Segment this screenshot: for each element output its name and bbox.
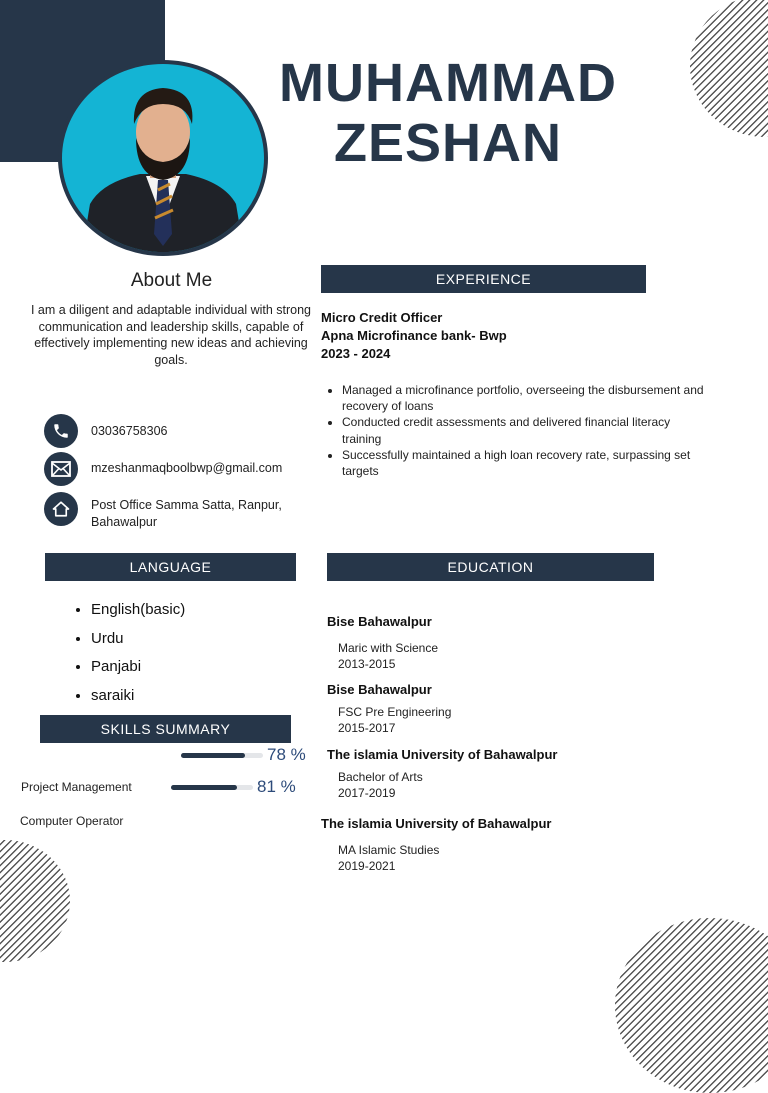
education-detail (338, 769, 423, 801)
language-list (70, 596, 185, 710)
phone-number: 03036758306 (91, 424, 168, 438)
phone-icon (44, 414, 78, 448)
education-years: 2013-2015 (338, 657, 396, 671)
language-heading: LANGUAGE (45, 553, 296, 581)
education-detail (338, 842, 439, 874)
address-line-2: Bahawalpur (91, 515, 158, 529)
person-silhouette-icon (62, 64, 264, 252)
home-icon (44, 492, 78, 526)
education-school: The islamia University of Bahawalpur (327, 747, 558, 762)
about-me-text: I am a diligent and adaptable individual with strong communication and leadership skills, capable of effectively implementing new ideas and achieving goals. (30, 303, 312, 367)
experience-role: Micro Credit Officer (321, 310, 443, 325)
education-program: Bachelor of Arts (338, 770, 423, 784)
experience-period: 2023 - 2024 (321, 346, 391, 361)
education-years: 2019-2021 (338, 859, 396, 873)
skill-percent: 81 % (257, 777, 296, 796)
skill-bar-fill (181, 753, 245, 758)
education-program: MA Islamic Studies (338, 843, 440, 857)
hatched-circle-bottom-right (615, 918, 768, 1093)
about-me-heading: About Me (130, 270, 213, 291)
skill-bar-track (181, 753, 263, 758)
education-detail (338, 704, 451, 736)
experience-bullet: • Successfully maintained a high loan recovery rate, surpassing set targets (342, 447, 712, 479)
email-icon (44, 452, 78, 486)
education-program: FSC Pre Engineering (338, 705, 452, 719)
skill-label: Project Management (21, 780, 132, 794)
address (91, 497, 282, 531)
language-item: • Panjabi (91, 653, 185, 682)
first-name-heading: MUHAMMAD (279, 53, 617, 113)
education-heading: EDUCATION (327, 553, 654, 581)
skill-bar-fill (171, 785, 237, 790)
language-item: • Urdu (91, 625, 185, 654)
education-program: Maric with Science (338, 641, 439, 655)
education-school: The islamia University of Bahawalpur (321, 816, 552, 831)
skills-summary-heading: SKILLS SUMMARY (40, 715, 291, 743)
last-name-heading: ZESHAN (333, 113, 562, 173)
skill-percent: 78 % (267, 745, 306, 764)
education-detail (338, 640, 438, 672)
address-line-1: Post Office Samma Satta, Ranpur, (91, 498, 282, 512)
education-school: Bise Bahawalpur (327, 614, 432, 629)
education-school: Bise Bahawalpur (327, 682, 432, 697)
experience-bullet: • Conducted credit assessments and delivered financial literacy training (342, 414, 712, 446)
hatched-circle-top-right (690, 0, 768, 137)
experience-bullet: • Managed a microfinance portfolio, overseeing the disbursement and recovery of loans (342, 382, 712, 414)
experience-heading: EXPERIENCE (321, 265, 646, 293)
email-address: mzeshanmaqboolbwp@gmail.com (91, 461, 283, 475)
skill-bar-track (171, 785, 253, 790)
profile-photo (58, 60, 268, 256)
language-item: • English(basic) (91, 596, 185, 625)
education-years: 2015-2017 (338, 721, 396, 735)
experience-summary (321, 309, 507, 363)
experience-bullets (321, 382, 712, 479)
education-years: 2017-2019 (338, 786, 396, 800)
experience-company: Apna Microfinance bank- Bwp (321, 328, 507, 343)
language-item: • saraiki (91, 682, 185, 711)
hatched-circle-bottom-left (0, 840, 70, 962)
skill-label: Computer Operator (20, 814, 124, 828)
